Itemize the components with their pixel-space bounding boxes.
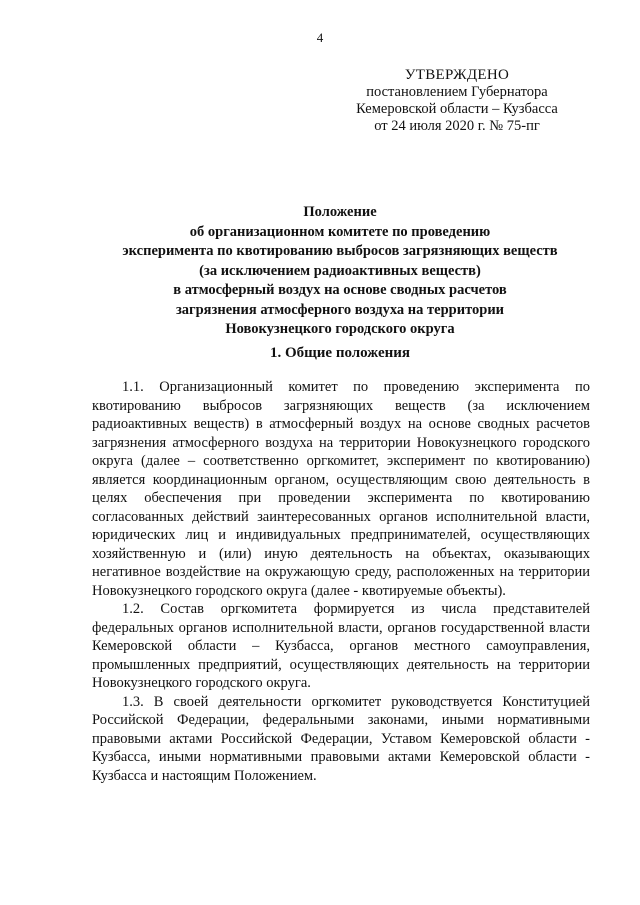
title-line: эксперимента по квотированию выбросов загрязняющих веществ <box>122 243 558 259</box>
page-number: 4 <box>316 30 324 45</box>
approval-line: Кемеровской области – Кузбасса <box>356 101 558 117</box>
title-line: об организационном комитете по проведению <box>189 223 491 240</box>
approval-line: от 24 июля 2020 г. № 75-пг <box>374 118 540 134</box>
section-heading: 1. Общие положения <box>269 345 411 361</box>
section-body <box>92 378 590 785</box>
title-line: в атмосферный воздух на основе сводных расчетов <box>173 282 507 298</box>
title-line: Новокузнецкого городского округа <box>225 321 455 337</box>
document-title <box>90 203 590 340</box>
paragraph-1-3: 1.3. В своей деятельности оргкомитет руководствуется Конституцией Российской Федерации, федеральными законами, иными нормативными правовыми актами Российской Федерации, Уставом Кемеровской области - Кузбасса, иными нормативными правовыми актами Кемеровской области - Кузбасса и настоящим Положением. <box>92 693 590 784</box>
paragraph-1-2: 1.2. Состав оргкомитета формируется из числа представителей федеральных органов исполнительной власти, органов государственной власти Кемеровской области – Кузбасса, органов местного самоуправления, промышленных предприятий, осуществляющих деятельность на территории Новокузнецкого городского округа. <box>92 601 590 691</box>
approval-heading: УТВЕРЖДЕНО <box>404 67 510 83</box>
title-line: загрязнения атмосферного воздуха на территории <box>175 301 505 318</box>
title-line: (за исключением радиоактивных веществ) <box>199 262 481 279</box>
approval-line: постановлением Губернатора <box>366 84 548 100</box>
paragraph-1-1: 1.1. Организационный комитет по проведению эксперимента по квотированию выбросов загрязняющих веществ (за исключением радиоактивных веществ) в атмосферный воздух на основе сводных расчетов загрязнения атмосферного воздуха на территории Новокузнецкого городского округа (далее – соответственно оргкомитет, эксперимент по квотированию) является координационным органом, осуществляющим свою деятельность в целях обеспечения при проведении эксперимента по квотированию согласованных действий заинтересованных органов исполнительной власти, юридических лиц и индивидуальных предпринимателей, осуществляющих хозяйственную и (или) иную деятельность на объектах, оказывающих негативное воздействие на окружающую среду, расположенных на территории Новокузнецкого городского округа (далее - квотируемые объекты). <box>92 379 590 599</box>
approval-stamp <box>352 67 562 135</box>
title-line: Положение <box>303 204 377 220</box>
